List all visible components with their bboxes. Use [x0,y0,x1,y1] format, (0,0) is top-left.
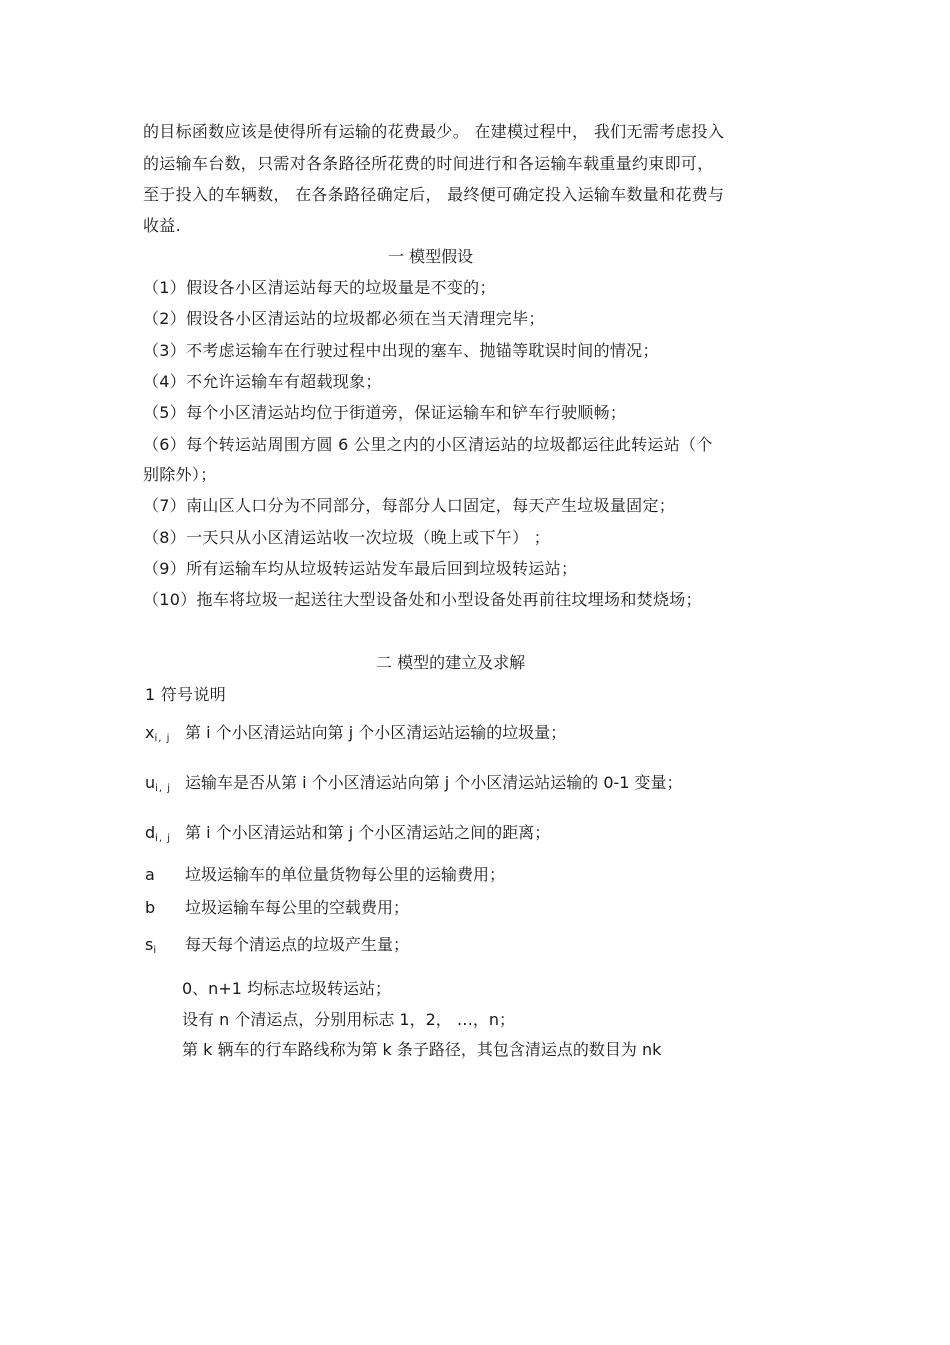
symbol-row [145,822,550,850]
symbol-row [145,897,409,919]
assumption-item: （1）假设各小区清运站每天的垃圾量是不变的； [143,278,496,297]
assumption-item: （3）不考虑运输车在行驶过程中出现的塞车、抛锚等耽误时间的情况； [143,341,659,360]
symbol-definition: 第 i 个小区清运站向第 j 个小区清运站运输的垃圾量； [185,723,567,742]
symbol-variable: $u_{i, j}$ [145,773,172,794]
assumption-item: （5）每个小区清运站均位于街道旁，保证运输车和铲车行驶顺畅； [143,403,627,422]
assumption-item: （6）每个转运站周围方圆 6 公里之内的小区清运站的垃圾都运往此转运站（个 [143,435,713,454]
note-line: 第 k 辆车的行车路线称为第 k 条子路径，其包含清运点的数目为 nk [182,1040,662,1059]
intro-line-1: 的目标函数应该是使得所有运输的花费最少。 在建模过程中， 我们无需考虑投入 [143,122,725,141]
symbol-row [145,772,683,800]
assumption-item: （9）所有运输车均从垃圾转运站发车最后回到垃圾转运站； [143,559,578,578]
symbol-variable: $x_{i, j}$ [145,723,171,744]
assumption-item: （8）一天只从小区清运站收一次垃圾（晚上或下午） ； [143,528,551,547]
assumption-item: （10）拖车将垃圾一起送往大型设备处和小型设备处再前往坟埋场和焚烧场； [143,590,702,609]
symbol-row [145,864,505,886]
symbol-definition: 第 i 个小区清运站和第 j 个小区清运站之间的距离； [185,823,551,842]
symbol-definition: 垃圾运输车每公里的空载费用； [185,898,410,917]
intro-line-4: 收益. [143,216,181,235]
subsection-title-symbols: 1 符号说明 [145,685,227,704]
symbol-variable: a [145,865,155,884]
symbol-variable: b [145,898,156,917]
note-line: 设有 n 个清运点，分别用标志 1，2， …，n； [182,1010,515,1029]
symbol-definition: 运输车是否从第 i 个小区清运站向第 j 个小区清运站运输的 0-1 变量； [185,773,683,792]
intro-line-3: 至于投入的车辆数， 在各条路径确定后， 最终便可确定投入运输车数量和花费与 [143,185,725,204]
section-title-assumptions: 一 模型假设 [388,247,474,266]
assumption-item: （7）南山区人口分为不同部分，每部分人口固定，每天产生垃圾量固定； [143,496,676,515]
symbol-variable: $d_{i, j}$ [145,823,172,844]
symbol-variable: $s_i$ [145,935,158,956]
section-title-model: 二 模型的建立及求解 [376,653,526,672]
assumption-item-continued: 别除外）； [143,465,217,484]
assumption-item: （4）不允许运输车有超载现象； [143,372,382,391]
note-line: 0、n+1 均标志垃圾转运站； [182,979,391,998]
symbol-row [145,722,566,750]
symbol-definition: 垃圾运输车的单位量货物每公里的运输费用； [185,865,506,884]
assumption-item: （2）假设各小区清运站的垃圾都必须在当天清理完毕； [143,309,545,328]
symbol-definition: 每天每个清运点的垃圾产生量； [185,935,410,954]
intro-line-2: 的运输车台数，只需对各条路径所花费的时间进行和各运输车载重量约束即可， [143,154,714,173]
symbol-row [145,934,409,962]
